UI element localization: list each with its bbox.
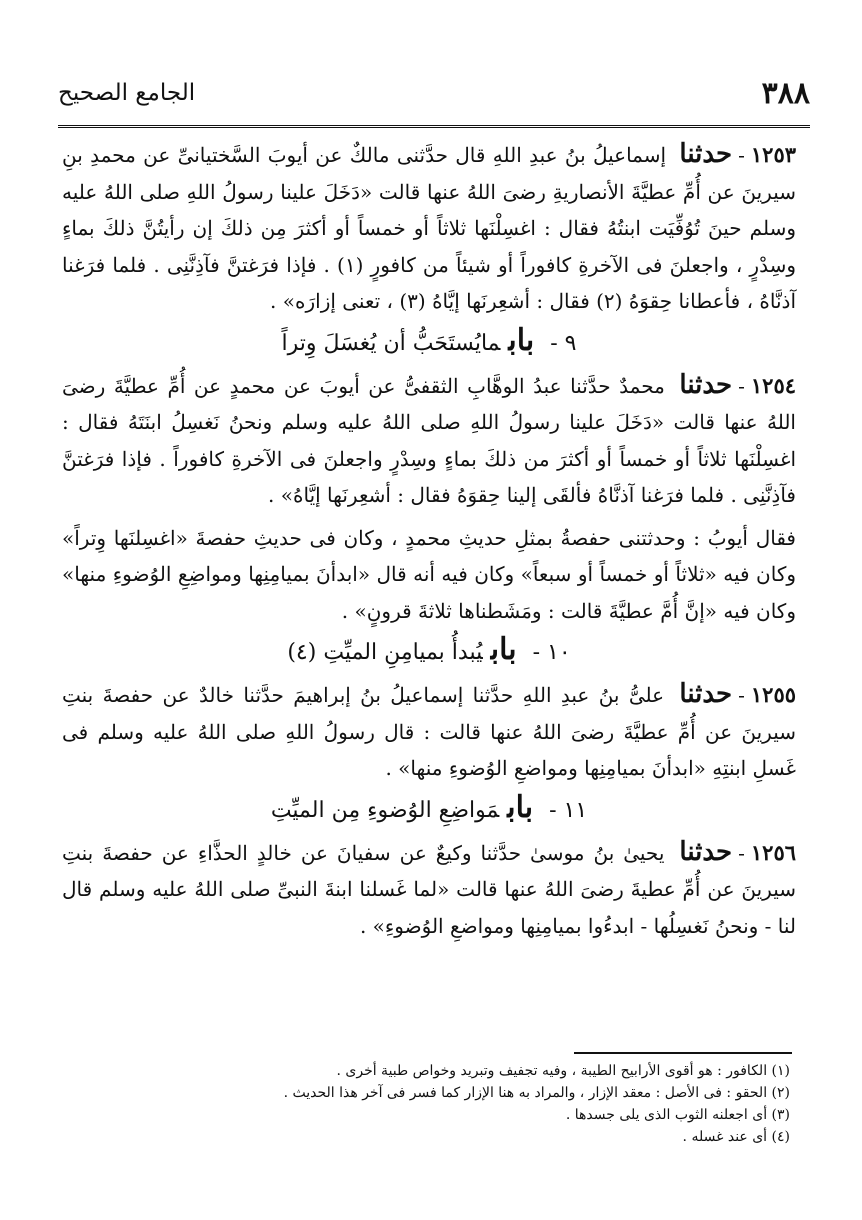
hadith-1253: ١٢٥٣-حدثنا إسماعيلُ بنُ عبدِ اللهِ قال حدَّثنى مالكٌ عن أيوبَ السَّختيانىِّ عن محمدِ بنِ سيرينَ عن أُمِّ عطيَّةَ الأنصاريةِ رضىَ اللهُ عنها قالت «دَخَلَ علينا رسولُ اللهِ صلى اللهُ عليه وسلم حينَ تُوُفِّيَت ابنتُهُ فقال : اغسِلْنَها ثلاثاً أو خمساً أو أكثرَ مِن ذلكَ إن رأيتُنَّ ذلكَ بماءٍ وسِدْرٍ ، واجعلنَ فى الآخرةِ كافوراً أو شيئاً من كافورٍ (١) . فإذا فرَغتنَّ فآذِنَّنِى . فلما فرَغنا آذنَّاهُ ، فأعطانا حِقوَهُ (٢) فقال : أشعِرنَها إيَّاهُ (٣) ، تعنى إزارَه» . xyxy=(62,139,797,313)
chapter-heading-11 xyxy=(62,789,796,830)
header-rule xyxy=(58,125,810,128)
hadith-number: ١٢٥٥ xyxy=(750,682,797,707)
chapter-number: ٩ - xyxy=(550,330,577,356)
hadith-1255: ١٢٥٥-حدثنا علىُّ بنُ عبدِ اللهِ حدَّثنا إسماعيلُ بنُ إبراهيمَ حدَّثنا خالدٌ عن حفصةَ بنتِ سيرينَ عن أُمِّ عطيَّةَ رضىَ اللهُ عنها قالت : قال رسولُ اللهِ صلى اللهُ عليه وسلم فى غَسلِ ابنتِهِ «ابدأنَ بميامِنِها ومواضعِ الوُضوءِ منها» . xyxy=(62,679,797,780)
chapter-title: يُبدأُ بميامِنِ الميِّتِ (٤) xyxy=(287,640,483,665)
chapter-title: مايُستَحَبُّ أن يُغسَلَ وِتراً xyxy=(281,330,501,356)
chapter-word: باب xyxy=(490,632,517,667)
footnote-3: (٣) أى اجعلنه الثوب الذى يلى جسدها . xyxy=(565,1107,790,1123)
chapter-title: مَواضِعِ الوُضوءِ مِن الميِّتِ xyxy=(270,797,500,823)
hadith-1254: ١٢٥٤-حدثنا محمدٌ حدَّثنا عبدُ الوهَّابِ الثقفىُّ عن أيوبَ عن محمدٍ عن أُمِّ عطيَّةَ رضىَ اللهُ عنها قالت «دَخَلَ علينا رسولُ اللهِ صلى اللهُ عليه وسلم ونحنُ نَغسِلُ ابنَتَهُ فقال : اغسِلْنَها ثلاثاً أو خمساً أو أكثرَ من ذلكَ بماءٍ وسِدْرٍ واجعلنَ فى الآخرةِ كافوراً . فإذا فرَغتنَّ فآذِنَّنِى . فلما فرَغنا آذنَّاهُ فألقَى إلينا حِقوَهُ فقال : أشعِرنَها إيَّاهُ» . xyxy=(62,369,797,507)
haddatha-mark: حدثنا xyxy=(679,679,733,709)
footnote-rule xyxy=(574,1052,792,1054)
chapter-heading-10 xyxy=(62,631,796,672)
hadith-number: ١٢٥٦ xyxy=(750,839,797,865)
footnotes xyxy=(90,1060,790,1148)
paragraph-text: فقال أيوبُ : وحدثتنى حفصةُ بمثلِ حديثِ محمدٍ ، وكان فى حديثِ حفصةَ «اغسِلنَها وِتراً» وكان فيه «ثلاثاً أو خمساً أو سبعاً» وكان فيه أنه قال «ابدأنَ بميامِنِها ومواضِعِ الوُضوءِ منها» وكان فيه «إنَّ أُمَّ عطيَّةَ قالت : ومَشَطناها ثلاثةَ قرونٍ» . xyxy=(62,525,796,623)
footnote-2: (٢) الحقو : فى الأصل : معقد الإزار ، والمراد به هنا الإزار كما فسر فى آخر هذا الحديث . xyxy=(283,1085,790,1101)
main-text xyxy=(62,136,796,944)
hadith-1256: ١٢٥٦-حدثنا يحيىٰ بنُ موسىٰ حدَّثنا وكيعٌ عن سفيانَ عن خالدٍ الحذَّاءِ عن حفصةَ بنتِ سيرينَ عن أُمِّ عطيةَ رضىَ اللهُ عنها قالت «لما غَسلنا ابنةَ النبىِّ صلى اللهُ عليه وسلم قال لنا - ونحنُ نَغسِلُها - ابدءُوا بميامِنِها ومواضعِ الوُضوءِ» . xyxy=(62,836,797,938)
chapter-word: باب xyxy=(508,322,535,358)
hadith-text: علىُّ بنُ عبدِ اللهِ حدَّثنا إسماعيلُ بنُ إبراهيمَ حدَّثنا خالدٌ عن حفصةَ بنتِ سيرينَ عن أُمِّ عطيَّةَ رضىَ اللهُ عنها قالت : قال رسولُ اللهِ صلى اللهُ عليه وسلم فى غَسلِ ابنتِهِ «ابدأنَ بميامِنِها ومواضعِ الوُضوءِ منها» . xyxy=(62,683,796,780)
haddatha-mark: حدثنا xyxy=(679,836,733,867)
chapter-number: ١١ - xyxy=(549,797,588,823)
hadith-text: محمدٌ حدَّثنا عبدُ الوهَّابِ الثقفىُّ عن أيوبَ عن محمدٍ عن أُمِّ عطيَّةَ رضىَ اللهُ عنها قالت «دَخَلَ علينا رسولُ اللهِ صلى اللهُ عليه وسلم ونحنُ نَغسِلُ ابنَتَهُ فقال : اغسِلْنَها ثلاثاً أو خمساً أو أكثرَ من ذلكَ بماءٍ وسِدْرٍ واجعلنَ فى الآخرةِ كافوراً . فإذا فرَغتنَّ فآذِنَّنِى . فلما فرَغنا آذنَّاهُ فألقَى إلينا حِقوَهُ فقال : أشعِرنَها إيَّاهُ» . xyxy=(62,373,796,507)
chapter-number: ١٠ - xyxy=(532,640,571,665)
chapter-heading-9 xyxy=(62,322,796,363)
haddatha-mark: حدثنا xyxy=(679,369,733,400)
hadith-number: ١٢٥٣ xyxy=(750,142,797,167)
running-header xyxy=(58,72,810,128)
haddatha-mark: حدثنا xyxy=(679,139,733,169)
commentary-paragraph xyxy=(62,520,796,630)
hadith-number: ١٢٥٤ xyxy=(750,372,797,398)
footnote-4: (٤) أى عند غسله . xyxy=(682,1129,790,1145)
running-title: الجامع الصحيح xyxy=(58,80,196,106)
hadith-text: يحيىٰ بنُ موسىٰ حدَّثنا وكيعٌ عن سفيانَ عن خالدٍ الحذَّاءِ عن حفصةَ بنتِ سيرينَ عن أُمِّ عطيةَ رضىَ اللهُ عنها قالت «لما غَسلنا ابنةَ النبىِّ صلى اللهُ عليه وسلم قال لنا - ونحنُ نَغسِلُها - ابدءُوا بميامِنِها ومواضعِ الوُضوءِ» . xyxy=(62,840,796,938)
chapter-word: باب xyxy=(507,789,534,825)
page-number: ٣٨٨ xyxy=(761,76,810,111)
footnote-1: (١) الكافور : هو أقوى الأرابيح الطيبة ، وفيه تجفيف وتبريد وخواص طبية أخرى . xyxy=(336,1063,790,1079)
hadith-text: إسماعيلُ بنُ عبدِ اللهِ قال حدَّثنى مالكٌ عن أيوبَ السَّختيانىِّ عن محمدِ بنِ سيرينَ عن أُمِّ عطيَّةَ الأنصاريةِ رضىَ اللهُ عنها قالت «دَخَلَ علينا رسولُ اللهِ صلى اللهُ عليه وسلم حينَ تُوُفِّيَت ابنتُهُ فقال : اغسِلْنَها ثلاثاً أو خمساً أو أكثرَ مِن ذلكَ إن رأيتُنَّ ذلكَ بماءٍ وسِدْرٍ ، واجعلنَ فى الآخرةِ كافوراً أو شيئاً من كافورٍ (١) . فإذا فرَغتنَّ فآذِنَّنِى . فلما فرَغنا آذنَّاهُ ، فأعطانا حِقوَهُ (٢) فقال : أشعِرنَها إيَّاهُ (٣) ، تعنى إزارَه» . xyxy=(62,143,796,313)
